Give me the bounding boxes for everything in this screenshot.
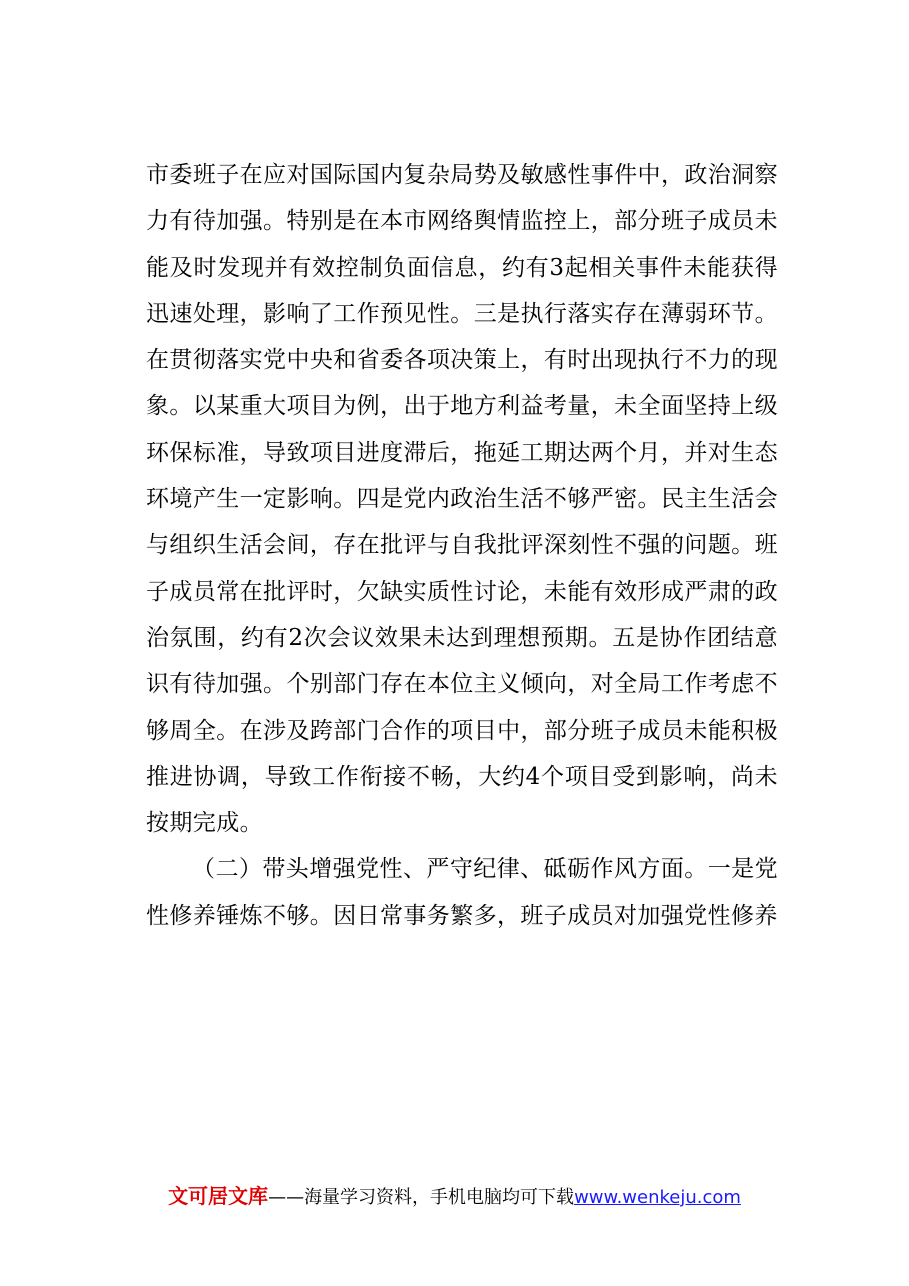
paragraph-section-two: （二）带头增强党性、严守纪律、砥砺作风方面。一是党性修养锤炼不够。因日常事务繁多，班子成员对加强党性修养 bbox=[146, 856, 778, 929]
footer-tagline: ——海量学习资料，手机电脑均可下载 bbox=[268, 1187, 575, 1208]
footer-link[interactable]: www.wenkeju.com bbox=[574, 1187, 741, 1208]
paragraph-continued: 市委班子在应对国际国内复杂局势及敏感性事件中，政治洞察力有待加强。特别是在本市网络舆情监控上，部分班子成员未能及时发现并有效控制负面信息，约有3起相关事件未能获得迅速处理，影响了工作预见性。三是执行落实存在薄弱环节。在贯彻落实党中央和省委各项决策上，有时出现执行不力的现象。以某重大项目为例，出于地方利益考量，未全面坚持上级环保标准，导致项目进度滞后，拖延工期达两个月，并对生态环境产生一定影响。四是党内政治生活不够严密。民主生活会与组织生活会间，存在批评与自我批评深刻性不强的问题。班子成员常在批评时，欠缺实质性讨论，未能有效形成严肃的政治氛围，约有2次会议效果未达到理想预期。五是协作团结意识有待加强。个别部门存在本位主义倾向，对全局工作考虑不够周全。在涉及跨部门合作的项目中，部分班子成员未能积极推进协调，导致工作衔接不畅，大约4个项目受到影响，尚未按期完成。 bbox=[146, 162, 778, 837]
footer-brand: 文可居文库 bbox=[168, 1184, 269, 1208]
document-body bbox=[146, 152, 778, 939]
footer-banner bbox=[0, 1180, 909, 1209]
